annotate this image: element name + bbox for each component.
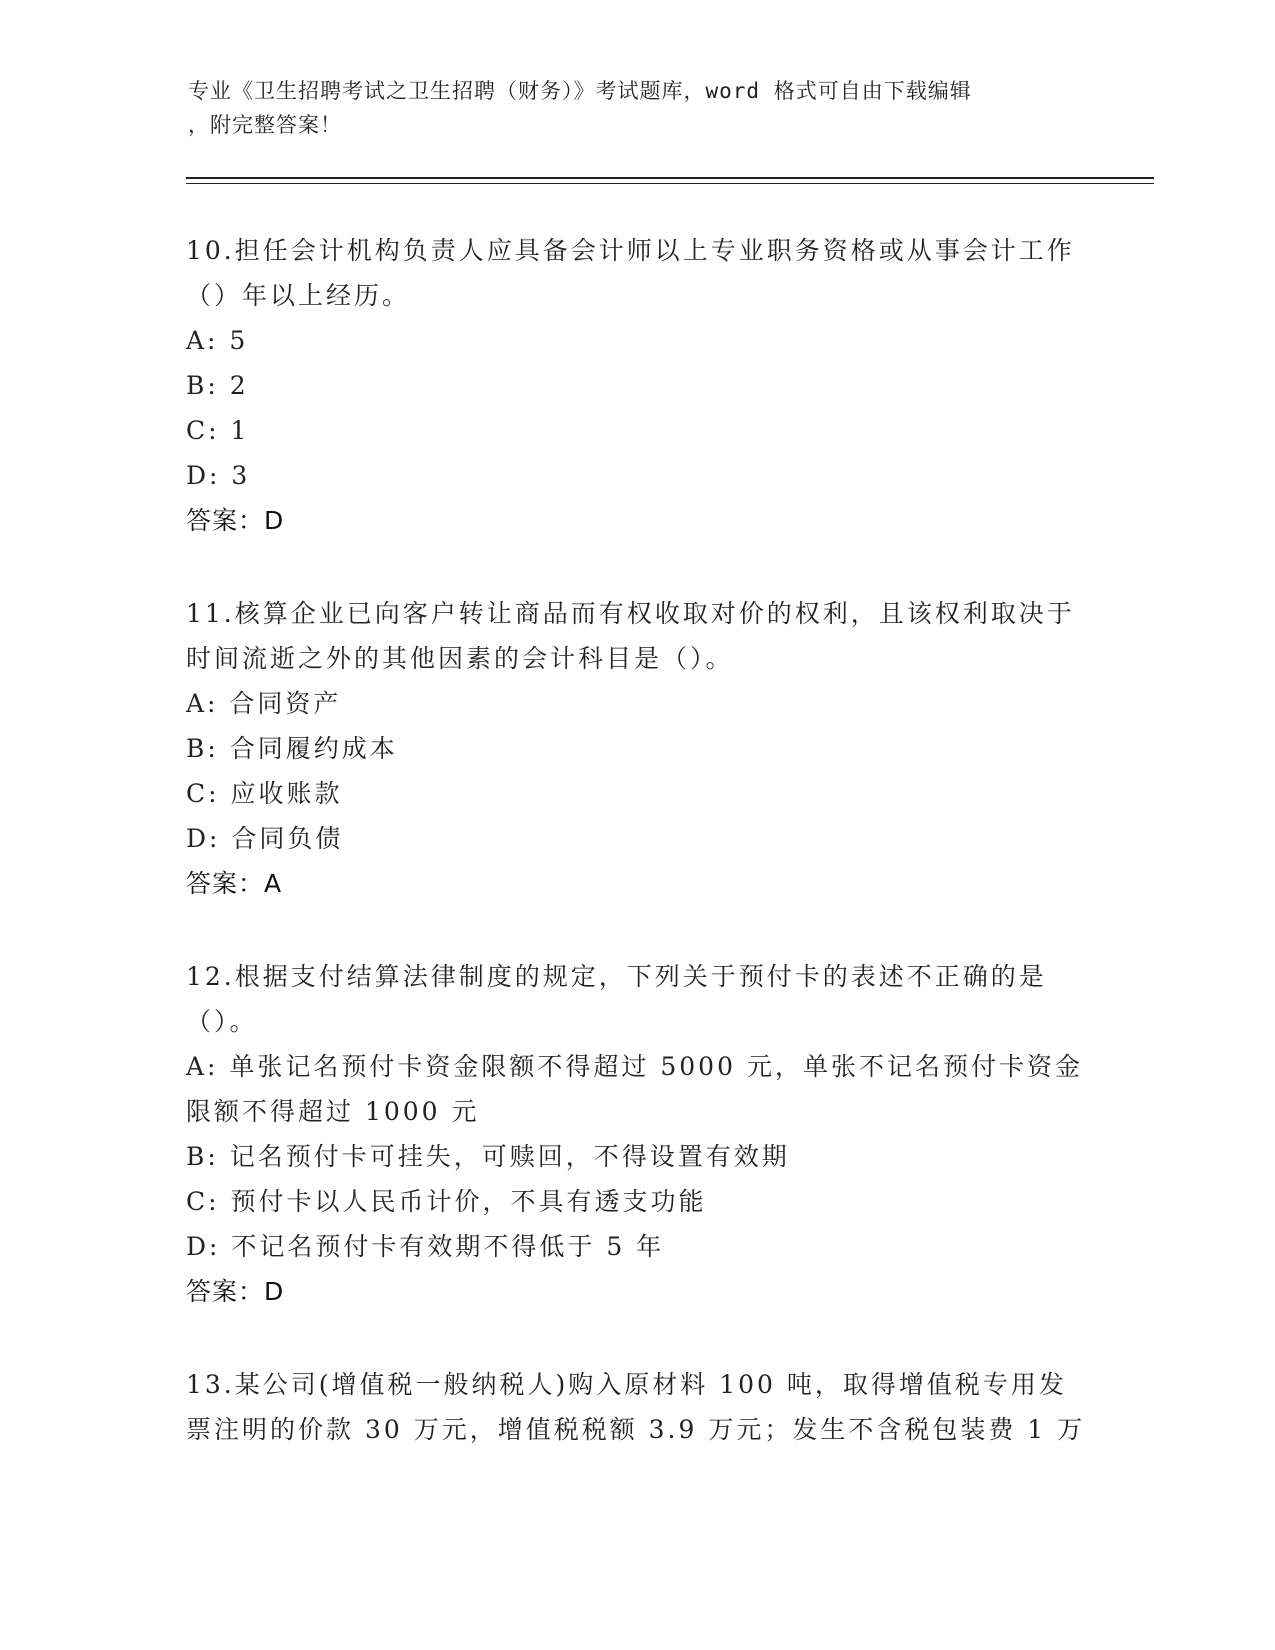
option-c: C: 预付卡以人民币计价，不具有透支功能 [186, 1187, 707, 1216]
question-stem: 10.担任会计机构负责人应具备会计师以上专业职务资格或从事会计工作（）年以上经历。 [186, 236, 1075, 310]
question-stem: 12.根据支付结算法律制度的规定，下列关于预付卡的表述不正确的是（）。 [186, 962, 1047, 1036]
option-a: A: 单张记名预付卡资金限额不得超过 5000 元，单张不记名预付卡资金限额不得超过 1000 元 [186, 1052, 1083, 1126]
header-line-2: ，附完整答案！ [188, 113, 342, 137]
question-10 [186, 228, 1086, 543]
option-d: D: 合同负债 [186, 824, 344, 853]
document-header [188, 74, 1068, 142]
question-stem: 11.核算企业已向客户转让商品而有权收取对价的权利，且该权利取决于时间流逝之外的其他因素的会计科目是（）。 [186, 599, 1075, 673]
option-b: B: 2 [186, 371, 249, 400]
option-b: B: 记名预付卡可挂失，可赎回，不得设置有效期 [186, 1142, 790, 1171]
answer: 答案：D [186, 1277, 285, 1306]
option-a: A: 合同资产 [186, 689, 342, 718]
question-stem: 13.某公司(增值税一般纳税人)购入原材料 100 吨，取得增值税专用发票注明的价款 30 万元，增值税税额 3.9 万元；发生不含税包装费 1 万 [186, 1370, 1086, 1444]
option-b: B: 合同履约成本 [186, 734, 398, 763]
header-line-1: 专业《卫生招聘考试之卫生招聘（财务）》考试题库，word 格式可自由下载编辑 [188, 79, 972, 103]
option-c: C: 应收账款 [186, 779, 343, 808]
answer: 答案：A [186, 869, 283, 898]
option-d: D: 不记名预付卡有效期不得低于 5 年 [186, 1232, 665, 1261]
question-12 [186, 954, 1086, 1314]
option-a: A: 5 [186, 326, 249, 355]
question-11 [186, 591, 1086, 906]
answer: 答案：D [186, 506, 285, 535]
question-13 [186, 1362, 1086, 1452]
option-d: D: 3 [186, 461, 251, 490]
header-divider-thin [186, 183, 1154, 184]
header-divider [186, 177, 1154, 179]
option-c: C: 1 [186, 416, 250, 445]
question-list [186, 228, 1086, 1500]
